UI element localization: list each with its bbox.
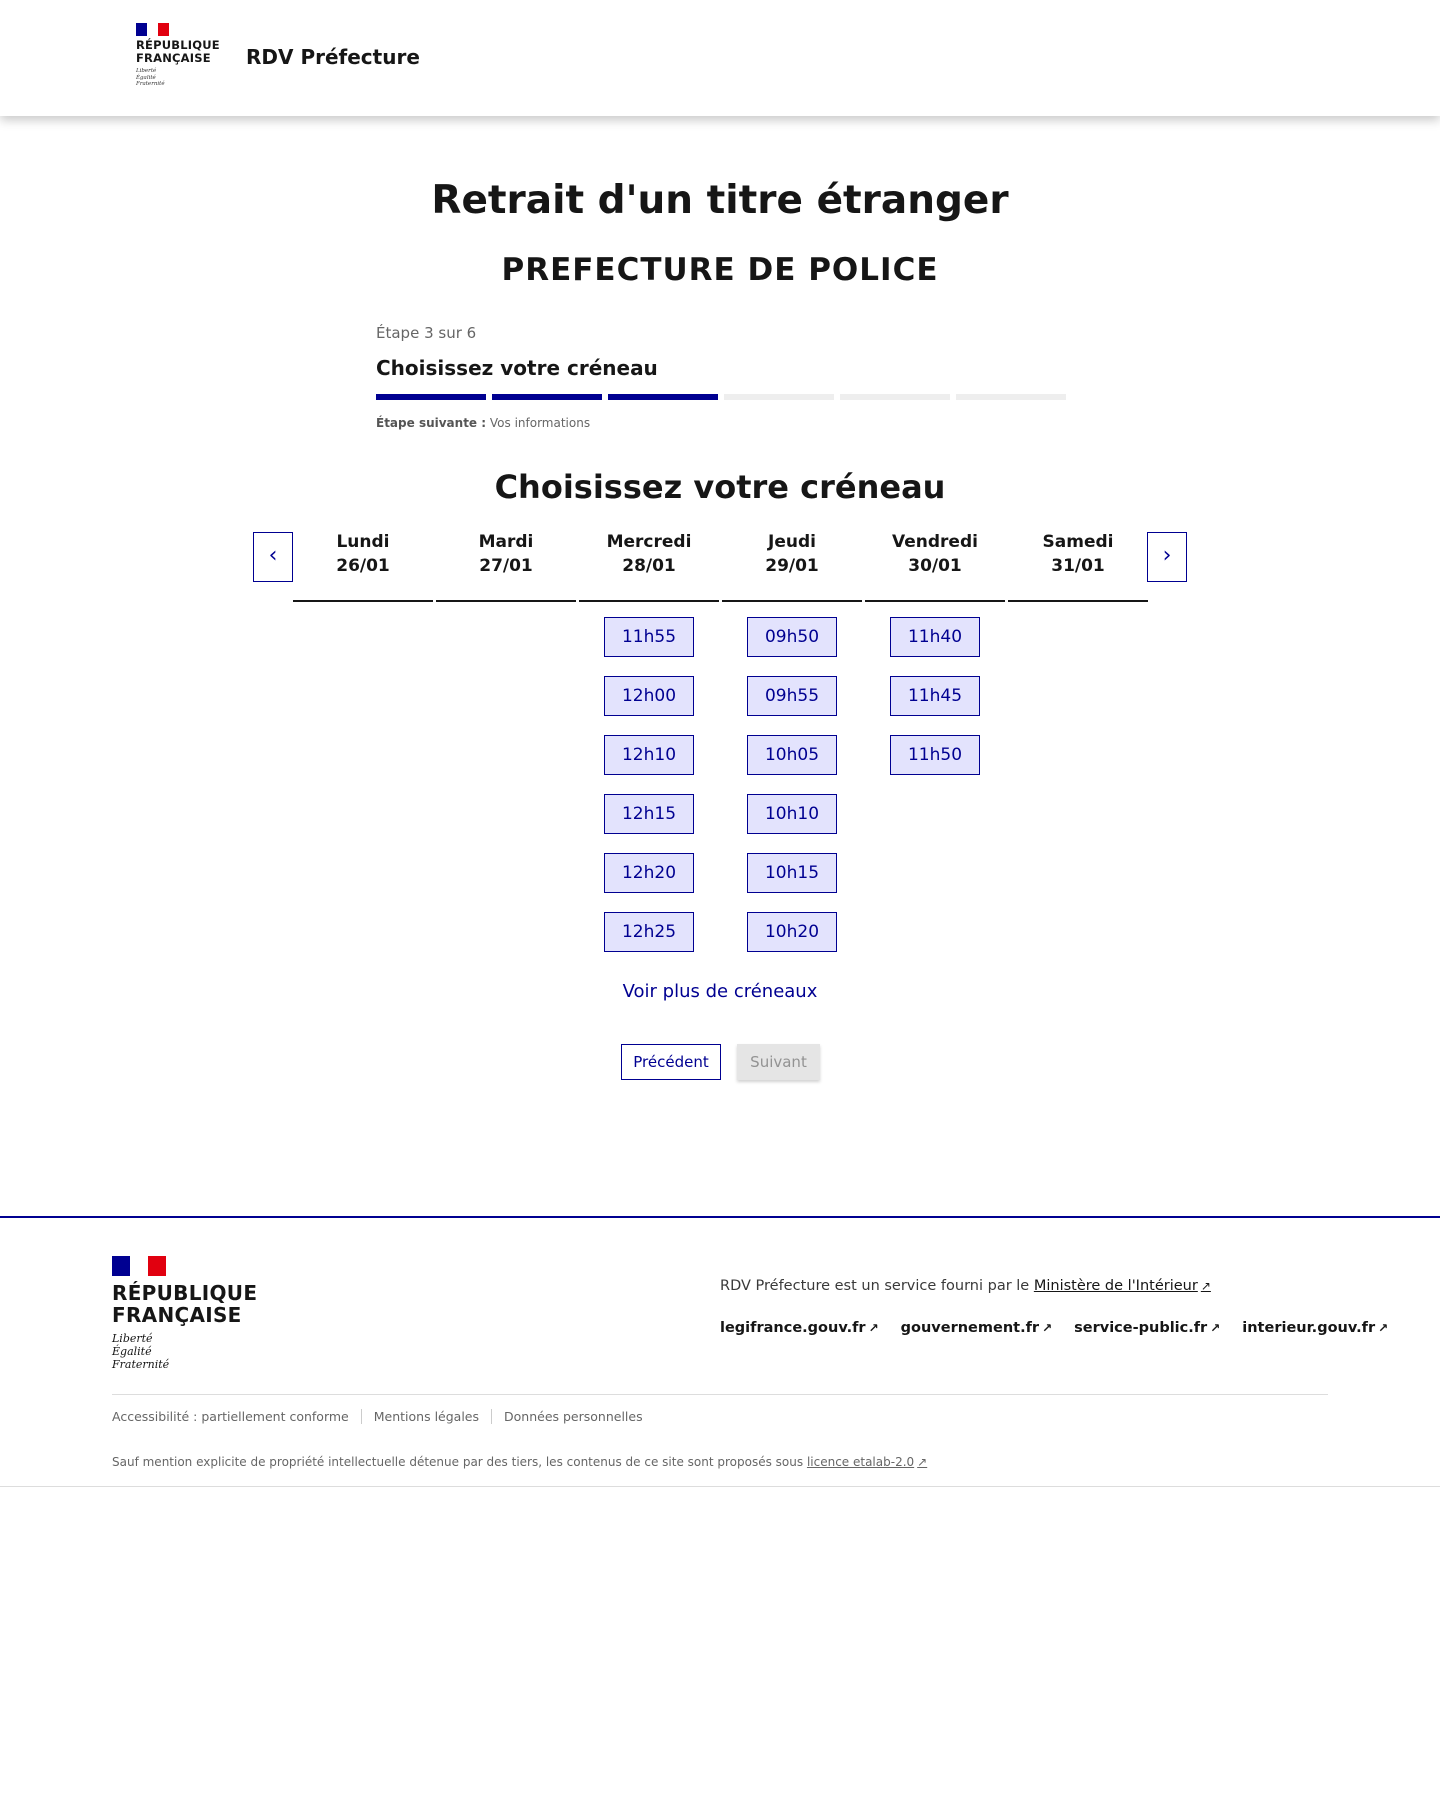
day-header <box>722 530 862 578</box>
previous-button[interactable]: Précédent <box>621 1044 721 1080</box>
footer-license: Sauf mention explicite de propriété intellectuelle détenue par des tiers, les contenus de ce site sont proposés sous licence etalab-2.0 ↗ <box>112 1455 928 1469</box>
more-slots-link[interactable]: Voir plus de créneaux <box>622 981 818 1002</box>
day-header <box>579 530 719 578</box>
footer-separator <box>112 1394 1328 1395</box>
stepper-progress <box>376 394 1066 400</box>
time-slot-button[interactable]: 11h55 <box>604 617 694 657</box>
day-divider <box>436 600 576 602</box>
republique-francaise-logo[interactable] <box>136 23 226 88</box>
stepper-state: Étape 3 sur 6 <box>376 324 477 342</box>
footer-link-gouvernement[interactable]: gouvernement.fr ↗ <box>900 1320 1053 1336</box>
stepper <box>376 324 1066 430</box>
day-divider <box>865 600 1005 602</box>
stepper-bar <box>608 394 718 400</box>
site-header <box>0 0 1440 116</box>
stepper-next-value: Vos informations <box>489 416 591 430</box>
time-slot-button[interactable]: 10h20 <box>747 912 837 952</box>
time-slot-button[interactable]: 12h15 <box>604 794 694 834</box>
time-slot-button[interactable]: 09h50 <box>747 617 837 657</box>
time-slot-button[interactable]: 12h20 <box>604 853 694 893</box>
time-slot-button[interactable]: 12h00 <box>604 676 694 716</box>
ministry-link[interactable]: Ministère de l'Intérieur ↗ <box>1033 1278 1211 1294</box>
day-name: Mercredi <box>606 532 692 552</box>
time-slot-button[interactable]: 09h55 <box>747 676 837 716</box>
stepper-bar <box>840 394 950 400</box>
stepper-bar <box>376 394 486 400</box>
footer-end-line <box>0 1486 1440 1487</box>
external-link-icon: ↗ <box>917 1455 928 1469</box>
external-link-icon: ↗ <box>1042 1321 1053 1335</box>
day-name: Vendredi <box>892 532 978 552</box>
marianne-flag-icon <box>136 23 226 36</box>
external-link-icon: ↗ <box>1200 1279 1211 1293</box>
day-divider <box>722 600 862 602</box>
day-date: 29/01 <box>765 556 819 576</box>
footer-link-service-public[interactable]: service-public.fr ↗ <box>1074 1320 1221 1336</box>
next-button[interactable]: Suivant <box>737 1044 820 1080</box>
footer-description: RDV Préfecture est un service fourni par le Ministère de l'Intérieur ↗ <box>720 1278 1211 1294</box>
day-date: 31/01 <box>1051 556 1105 576</box>
license-link[interactable]: licence etalab-2.0 ↗ <box>806 1455 928 1469</box>
day-divider <box>1008 600 1148 602</box>
stepper-bar <box>492 394 602 400</box>
day-date: 27/01 <box>479 556 533 576</box>
external-link-icon: ↗ <box>1210 1321 1221 1335</box>
footer-logo-text: RÉPUBLIQUE FRANÇAISE <box>112 1281 258 1327</box>
day-header <box>436 530 576 578</box>
service-title[interactable]: RDV Préfecture <box>246 45 420 69</box>
day-divider <box>579 600 719 602</box>
footer-bottom-links <box>112 1409 655 1424</box>
external-link-icon: ↗ <box>868 1321 879 1335</box>
day-header <box>865 530 1005 578</box>
day-divider <box>293 600 433 602</box>
chevron-left-icon: ‹ <box>268 543 278 568</box>
time-slot-button[interactable]: 12h25 <box>604 912 694 952</box>
day-name: Mardi <box>478 532 534 552</box>
chevron-right-icon: › <box>1162 543 1172 568</box>
next-week-button[interactable] <box>1147 532 1187 582</box>
day-header <box>293 530 433 578</box>
time-slot-button[interactable]: 12h10 <box>604 735 694 775</box>
stepper-bar <box>956 394 1066 400</box>
time-slot-button[interactable]: 11h40 <box>890 617 980 657</box>
day-date: 26/01 <box>336 556 390 576</box>
logo-devise: Liberté Égalité Fraternité <box>136 68 165 87</box>
stepper-bar <box>724 394 834 400</box>
time-slot-button[interactable]: 10h15 <box>747 853 837 893</box>
time-slot-button[interactable]: 11h50 <box>890 735 980 775</box>
time-slot-button[interactable]: 11h45 <box>890 676 980 716</box>
page-title: Retrait d'un titre étranger <box>431 178 1009 223</box>
legal-notice-link[interactable]: Mentions légales <box>361 1409 491 1424</box>
external-link-icon: ↗ <box>1378 1321 1389 1335</box>
personal-data-link[interactable]: Données personnelles <box>491 1409 655 1424</box>
day-header <box>1008 530 1148 578</box>
stepper-next-label: Étape suivante : <box>376 416 487 430</box>
previous-week-button[interactable] <box>253 532 293 582</box>
day-date: 30/01 <box>908 556 962 576</box>
day-name: Lundi <box>336 532 390 552</box>
accessibility-link[interactable]: Accessibilité : partiellement conforme <box>112 1409 349 1424</box>
day-name: Samedi <box>1042 532 1114 552</box>
page-subtitle: PREFECTURE DE POLICE <box>501 252 939 288</box>
stepper-title: Choisissez votre créneau <box>376 356 658 380</box>
footer-link-interieur[interactable]: interieur.gouv.fr ↗ <box>1242 1320 1389 1336</box>
footer-republique-logo[interactable] <box>112 1256 258 1371</box>
time-slot-button[interactable]: 10h05 <box>747 735 837 775</box>
slots-title: Choisissez votre créneau <box>494 468 946 506</box>
footer-divider <box>0 1216 1440 1218</box>
marianne-flag-icon <box>112 1256 252 1276</box>
stepper-next-step <box>376 416 1066 430</box>
logo-text: RÉPUBLIQUE FRANÇAISE <box>136 38 220 65</box>
footer-link-legifrance[interactable]: legifrance.gouv.fr ↗ <box>720 1320 879 1336</box>
footer-logo-devise: Liberté Égalité Fraternité <box>112 1332 170 1371</box>
more-slots-container <box>0 981 1440 1002</box>
day-name: Jeudi <box>768 532 816 552</box>
day-date: 28/01 <box>622 556 676 576</box>
footer-links <box>720 1320 1388 1336</box>
time-slot-button[interactable]: 10h10 <box>747 794 837 834</box>
